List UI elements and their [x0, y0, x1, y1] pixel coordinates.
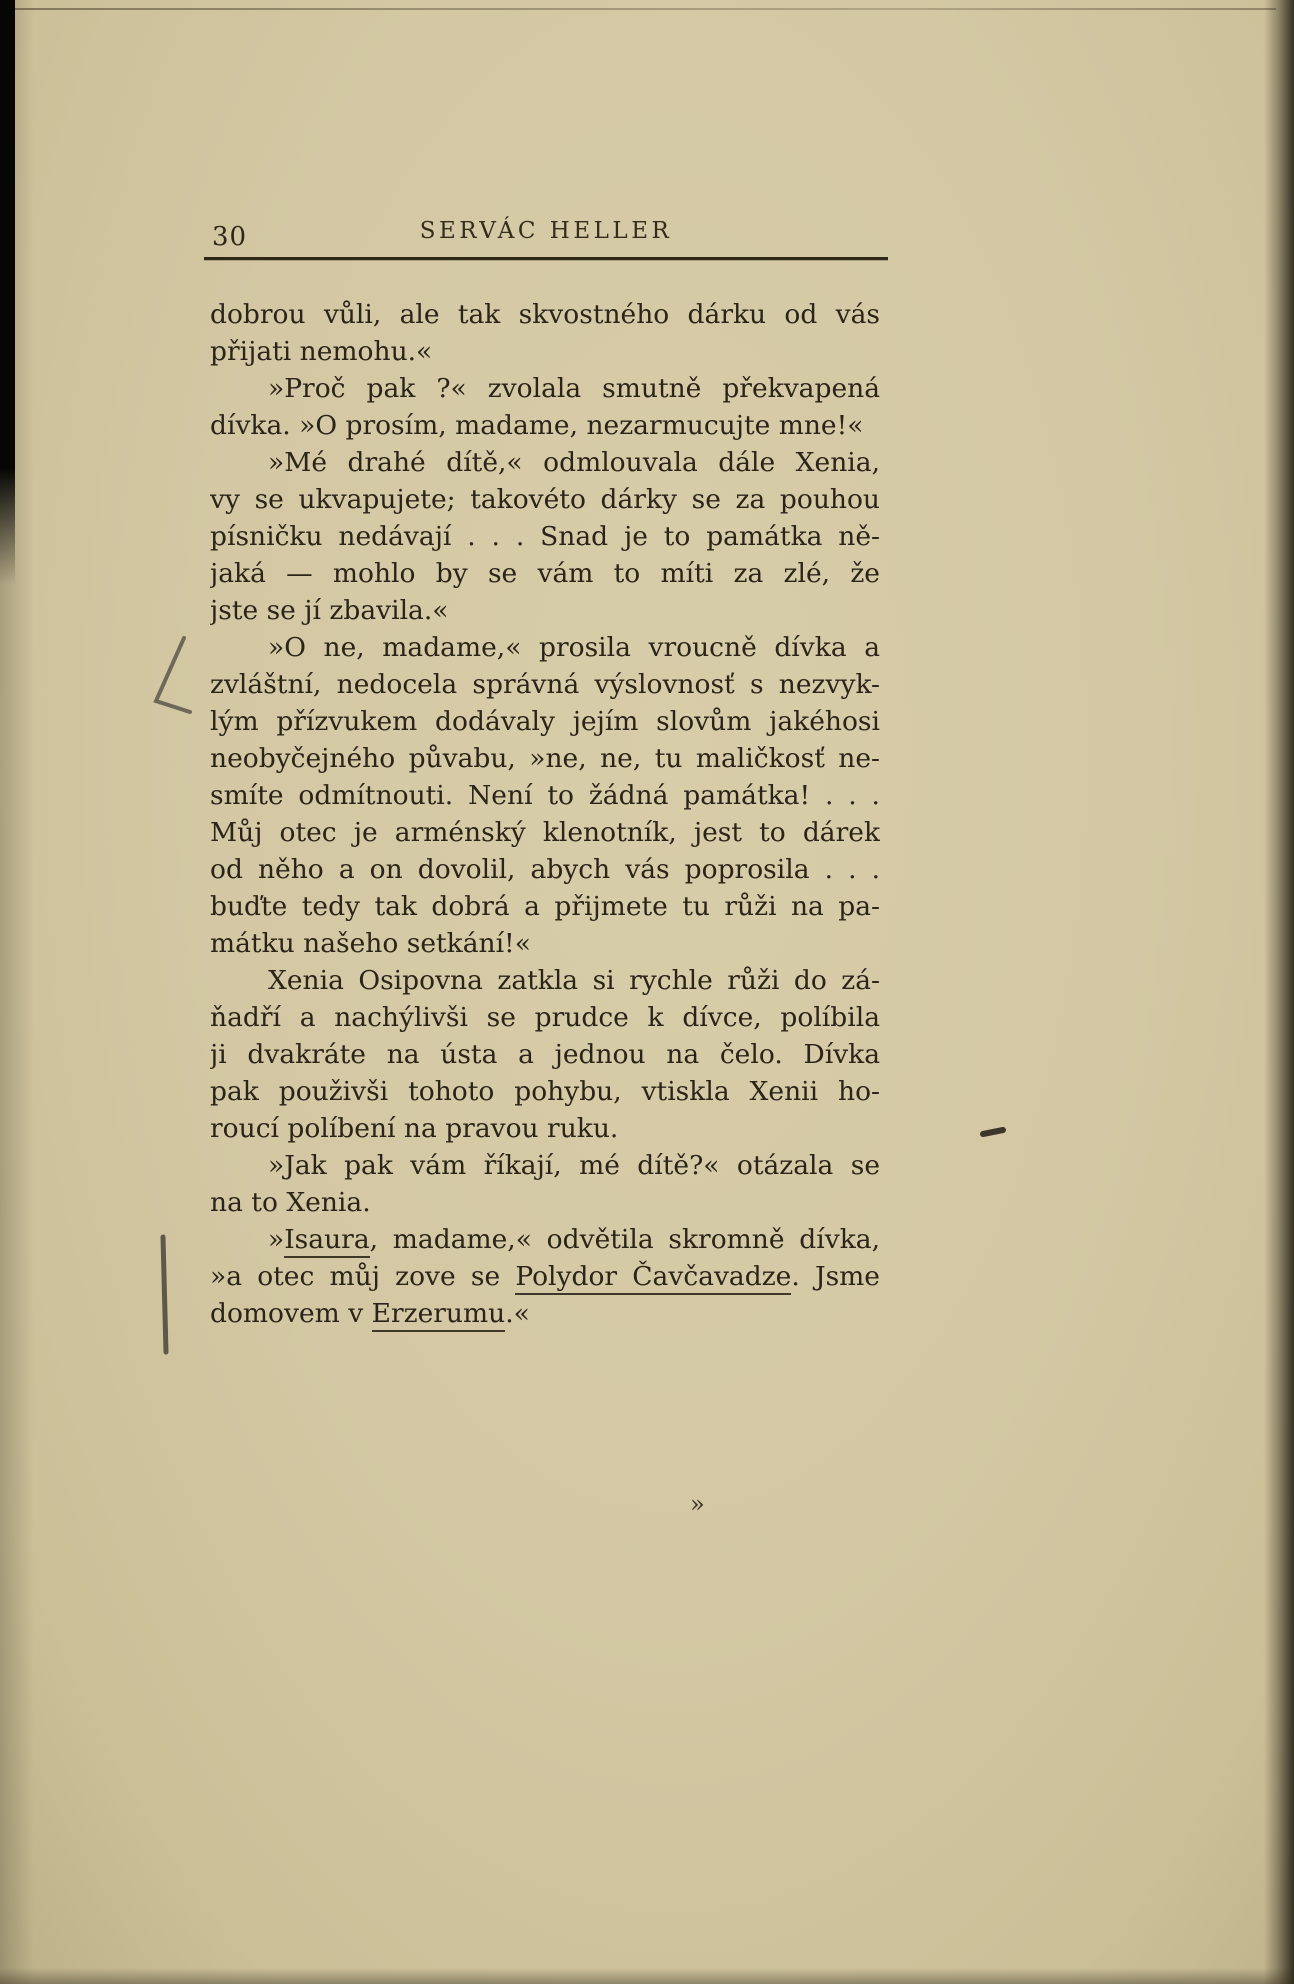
text-line: »a otec můj zove se Polydor Čavčavadze. Jsme — [210, 1258, 880, 1295]
text-line: ji dvakráte na ústa a jednou na čelo. Dívka — [210, 1039, 880, 1070]
running-header — [210, 218, 882, 260]
pencil-bracket-mark — [156, 638, 190, 712]
handwritten-underline: Erzerumu — [372, 1298, 506, 1332]
text-line: ňadří a nachýlivši se prudce k dívce, políbila — [210, 1002, 880, 1033]
text-line: pak použivši tohoto pohybu, vtiskla Xenii ho- — [210, 1076, 880, 1107]
text-line: dívka. »O prosím, madame, nezarmucujte mne!« — [210, 410, 864, 441]
text-line: »Jak pak vám říkají, mé dítě?« otázala se — [268, 1150, 880, 1181]
text-line: mátku našeho setkání!« — [210, 928, 531, 959]
text-line: »Isaura, madame,« odvětila skromně dívka, — [210, 1221, 880, 1258]
text-line: buďte tedy tak dobrá a přijmete tu růži na pa- — [210, 891, 880, 922]
text-line: »Proč pak ?« zvolala smutně překvapená — [268, 373, 880, 404]
text-line: »O ne, madame,« prosila vroucně dívka a — [268, 632, 880, 663]
stray-print-mark: » — [690, 1490, 705, 1518]
text-line: neobyčejného půvabu, »ne, ne, tu maličkosť ne- — [210, 743, 880, 774]
page-top-edge — [14, 8, 1276, 10]
handwritten-underline: Polydor Čavčavadze — [515, 1261, 791, 1295]
page-body-text — [210, 296, 880, 1332]
text-line: »Mé drahé dítě,« odmlouvala dále Xenia, — [268, 447, 880, 478]
text-line: lým přízvukem dodávaly jejím slovům jakéhosi — [210, 706, 880, 737]
text-line: na to Xenia. — [210, 1187, 371, 1218]
scan-left-edge — [0, 0, 15, 585]
text-line: Můj otec je arménský klenotník, jest to dárek — [210, 817, 880, 848]
text-line: vy se ukvapujete; takovéto dárky se za pouhou — [210, 484, 880, 515]
page-number: 30 — [212, 222, 248, 252]
pencil-dash-mark — [983, 1130, 1003, 1134]
handwritten-underline: Isaura — [284, 1224, 369, 1258]
text-line: písničku nedávají . . . Snad je to památka ně- — [210, 521, 880, 552]
header-rule — [204, 257, 888, 260]
text-line: zvláštní, nedocela správná výslovnosť s nezvyk- — [210, 669, 880, 700]
running-title: SERVÁC HELLER — [419, 218, 673, 244]
text-line: smíte odmítnouti. Není to žádná památka! . . . — [210, 780, 880, 811]
scan-right-edge — [1264, 0, 1294, 1984]
text-line: přijati nemohu.« — [210, 336, 433, 367]
text-line: Xenia Osipovna zatkla si rychle růži do zá- — [268, 965, 880, 996]
text-line: roucí políbení na pravou ruku. — [210, 1113, 619, 1144]
text-line: jste se jí zbavila.« — [210, 595, 449, 626]
pencil-vertical-line-mark — [163, 1237, 166, 1352]
text-line: od něho a on dovolil, abych vás poprosila . . . — [210, 854, 880, 885]
text-line: dobrou vůli, ale tak skvostného dárku od vás — [210, 299, 880, 330]
text-line: domovem v Erzerumu.« — [210, 1295, 880, 1332]
text-line: jaká — mohlo by se vám to míti za zlé, že — [210, 558, 880, 589]
scan-bottom-edge — [0, 1968, 1294, 1984]
